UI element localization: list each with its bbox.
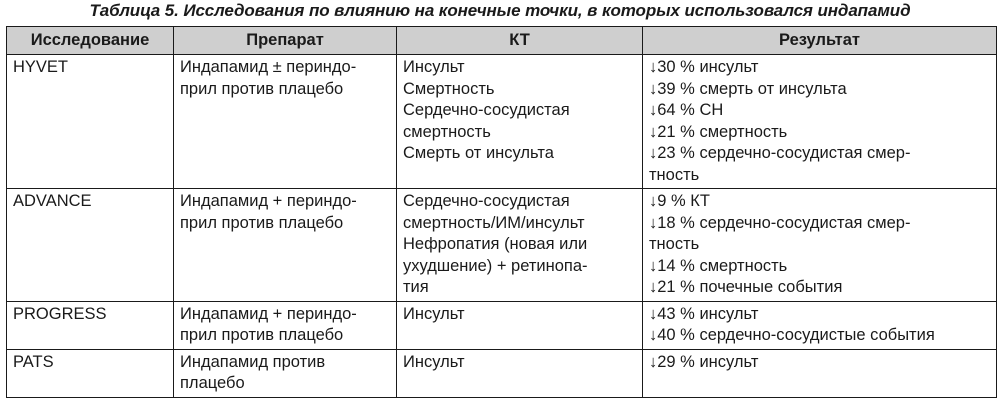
result-line: ↓39 % смерть от инсульта [649, 79, 847, 98]
endpoint-line: Нефропатия (новая или [403, 235, 588, 253]
study-name: PROGRESS [13, 304, 107, 323]
result-line: тность [649, 165, 700, 184]
result-line: ↓64 % СН [649, 101, 724, 119]
cell-result [643, 349, 997, 397]
drug-line: Индапамид против [180, 352, 326, 371]
cell-drug [174, 189, 397, 302]
study-name: ADVANCE [13, 192, 92, 210]
cell-drug [174, 301, 397, 349]
result-line: ↓23 % сердечно-сосудистая смер- [649, 144, 911, 162]
header-result: Результат [643, 27, 997, 55]
cell-endpoints [397, 55, 643, 189]
cell-study [7, 301, 174, 349]
header-study: Исследование [7, 27, 174, 55]
cell-endpoints [397, 349, 643, 397]
result-line: ↓29 % инсульт [649, 352, 759, 371]
cell-endpoints [397, 301, 643, 349]
endpoint-line: тия [403, 278, 429, 296]
result-line: ↓43 % инсульт [649, 304, 759, 323]
endpoint-line: Сердечно-сосудистая [403, 101, 570, 119]
result-line: ↓14 % смертность [649, 256, 788, 275]
endpoint-line: смертность/ИМ/инсульт [403, 213, 585, 232]
table-header-row [7, 27, 997, 55]
drug-line: прил против плацебо [180, 79, 344, 98]
drug-line: прил против плацебо [180, 213, 344, 232]
drug-line: Индапамид ± периндо- [180, 58, 357, 76]
cell-drug [174, 349, 397, 397]
header-endpoints: КТ [397, 27, 643, 55]
endpoint-line: Сердечно-сосудистая [403, 192, 570, 210]
drug-line: Индапамид + периндо- [180, 192, 357, 210]
endpoint-line: ухудшение) + ретинопа- [403, 256, 588, 275]
cell-result [643, 55, 997, 189]
results-table [6, 26, 997, 398]
study-name: HYVET [13, 58, 69, 76]
drug-line: Индапамид + периндо- [180, 304, 357, 323]
endpoint-line: Инсульт [403, 58, 465, 76]
table-row [7, 301, 997, 349]
header-drug: Препарат [174, 27, 397, 55]
result-line: ↓21 % почечные события [649, 278, 843, 296]
result-line: ↓9 % КТ [649, 192, 710, 210]
endpoint-line: смертность [403, 122, 491, 141]
cell-endpoints [397, 189, 643, 302]
table-row [7, 55, 997, 189]
endpoint-line: Смертность [403, 79, 495, 98]
cell-study [7, 349, 174, 397]
table-row [7, 349, 997, 397]
endpoint-line: Смерть от инсульта [403, 144, 554, 162]
result-line: тность [649, 235, 700, 253]
cell-drug [174, 55, 397, 189]
result-line: ↓30 % инсульт [649, 58, 759, 76]
drug-line: плацебо [180, 374, 245, 392]
cell-study [7, 55, 174, 189]
endpoint-line: Инсульт [403, 352, 465, 371]
study-name: PATS [13, 352, 54, 371]
result-line: ↓40 % сердечно-сосудистые события [649, 326, 935, 344]
table-caption: Таблица 5. Исследования по влиянию на конечные точки, в которых использовался индапамид [89, 1, 911, 20]
drug-line: прил против плацебо [180, 326, 344, 344]
cell-result [643, 189, 997, 302]
result-line: ↓18 % сердечно-сосудистая смер- [649, 213, 911, 232]
table-row [7, 189, 997, 302]
cell-result [643, 301, 997, 349]
cell-study [7, 189, 174, 302]
result-line: ↓21 % смертность [649, 122, 788, 141]
endpoint-line: Инсульт [403, 304, 465, 323]
